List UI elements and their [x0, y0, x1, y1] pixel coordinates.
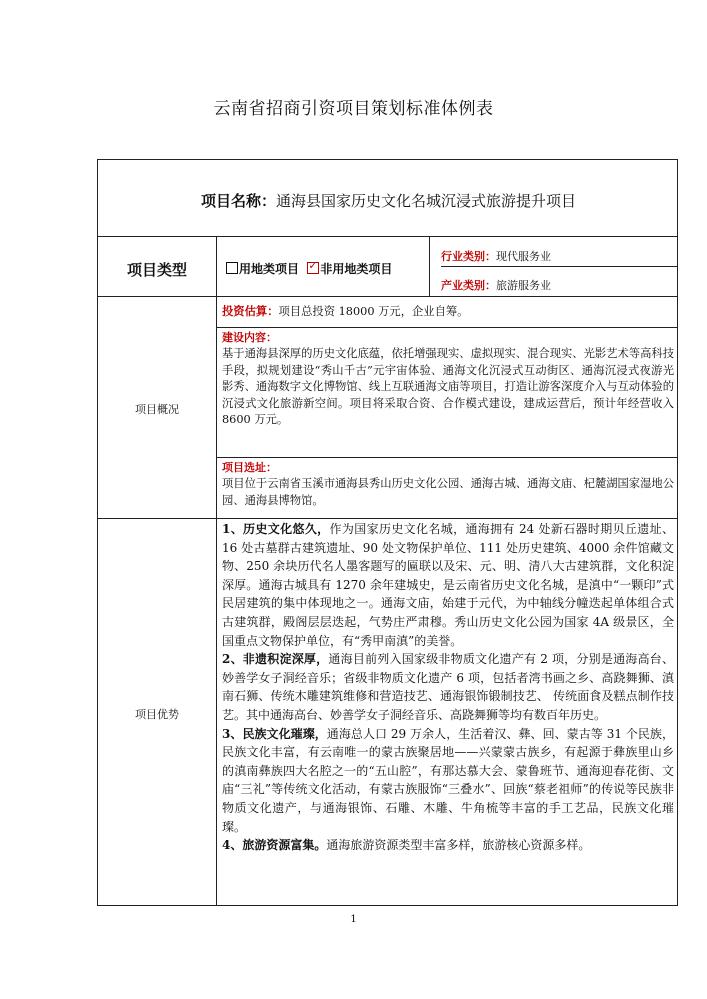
divider	[216, 327, 677, 328]
industry-label: 行业类别：	[441, 250, 496, 263]
divider	[216, 457, 677, 458]
page-number: 1	[350, 914, 357, 925]
advantage-heading: 1、历史文化悠久，	[222, 522, 330, 536]
divider	[98, 518, 677, 519]
advantage-item	[222, 836, 674, 855]
project-type-options	[226, 260, 392, 277]
investment-label: 投资估算：	[222, 304, 279, 318]
project-name-value: 通海县国家历史文化名城沉浸式旅游提升项目	[276, 192, 577, 210]
advantages-label: 项目优势	[135, 708, 179, 721]
advantage-text: 通海旅游资源类型丰富多样，旅游核心资源多样。	[326, 838, 591, 853]
project-name	[98, 190, 679, 211]
advantage-heading: 3、民族文化璀璨，	[222, 726, 327, 741]
industry-category	[441, 248, 551, 264]
advantage-heading: 2、非遗积淀深厚，	[222, 652, 329, 667]
land-project-checkbox[interactable]	[226, 262, 238, 274]
advantage-text: 作为国家历史文化名城，通海拥有 24 处新石器时期贝丘遗址、16 处古墓群古建筑遗址、90 处文物保护单位、111 处历史建筑、4000 余件馆藏文物、250 余块历代名人墨客题写的匾联以及宋、元、明、清八大古建筑群，文化积淀深厚。通海古城具有 1270 余年建城史，是云南省历史文化名城，是滇中“一颗印”式民居建筑的集中体现地之一。通海文庙，始建于元代，为中轴线分幢迭起单体组合式古建筑群，殿阁层层迭起，气势庄严肃穆。秀山历史文化公园为国家 4A 级景区，全国重点文物保护单位，有“秀甲南滇”的美誉。	[222, 522, 674, 648]
site-text: 项目位于云南省玉溪市通海县秀山历史文化公园、通海古城、通海文庙、杞麓湖国家湿地公园、通海县博物馆。	[222, 477, 674, 507]
investment-value: 项目总投资 18000 万元，企业自筹。	[278, 305, 469, 318]
advantage-text: 通海总人口 29 万余人，生活着汉、彝、回、蒙古等 31 个民族，民族文化丰富，有云南唯一的蒙古族聚居地——兴蒙蒙古族乡，有起源于彝族里山乡的滇南彝族四大名腔之一的“五山腔”，有那达慕大会、蒙鲁班节、通海迎春花街、文庙“三礼”等传统文化活动，有蒙古族服饰“三叠水”、回族“蔡老祖师”的传说等民族非物质文化遗产，与通海银饰、石雕、木雕、牛角梳等丰富的手工艺品，民族文化璀璨。	[222, 726, 674, 834]
advantage-item	[222, 725, 674, 837]
project-type-label: 项目类型	[126, 261, 187, 279]
sector-category	[441, 277, 551, 293]
advantage-text: 通海目前列入国家级非物质文化遗产有 2 项，分别是通海高台、妙善学女子洞经音乐；省级非物质文化遗产 6 项，包括者湾书画之乡、高跷舞狮、滇南石狮、传统木雕建筑维修和营造技艺、通海银饰锻制技艺、 传统面食及糕点制作技艺。其中通海高台、妙善学女子洞经音乐、高跷舞狮等均有数百年历史。	[222, 652, 674, 722]
divider	[429, 236, 430, 296]
document-title: 云南省招商引资项目策划标准体例表	[213, 99, 494, 119]
construction-text: 基于通海县深厚的历史文化底蕴，依托增强现实、虚拟现实、混合现实、光影艺术等高科技手段，拟规划建设“秀山千古”元宇宙体验、通海文化沉浸式互动街区、通海沉浸式夜游光影秀、通海数字文化博物馆、线上互联通海文庙等项目，打造让游客深度介入与互动体验的沉浸式文化旅游新空间。项目将采取合资、合作模式建设，建成运营后，预计年经营收入 8600 万元。	[222, 347, 674, 427]
construction-label: 建设内容：	[222, 331, 277, 344]
land-project-label: 用地类项目	[239, 262, 300, 276]
nonland-project-checkbox[interactable]	[307, 262, 319, 274]
advantage-heading: 4、旅游资源富集。	[222, 838, 327, 853]
advantages-content	[222, 520, 674, 855]
construction-content	[222, 330, 674, 428]
divider	[441, 266, 677, 267]
advantage-item	[222, 520, 674, 650]
sector-label: 产业类别：	[441, 279, 496, 292]
site-label: 项目选址：	[222, 461, 277, 474]
industry-value: 现代服务业	[496, 250, 551, 263]
project-site	[222, 460, 674, 509]
investment-estimate	[222, 303, 674, 320]
divider	[216, 236, 217, 906]
sector-value: 旅游服务业	[496, 279, 551, 292]
project-name-label: 项目名称：	[200, 192, 276, 210]
overview-label: 项目概况	[135, 403, 179, 416]
nonland-project-label: 非用地类项目	[320, 262, 393, 276]
divider	[98, 236, 677, 237]
project-table	[97, 159, 678, 906]
divider	[98, 296, 677, 297]
advantage-item	[222, 650, 674, 724]
